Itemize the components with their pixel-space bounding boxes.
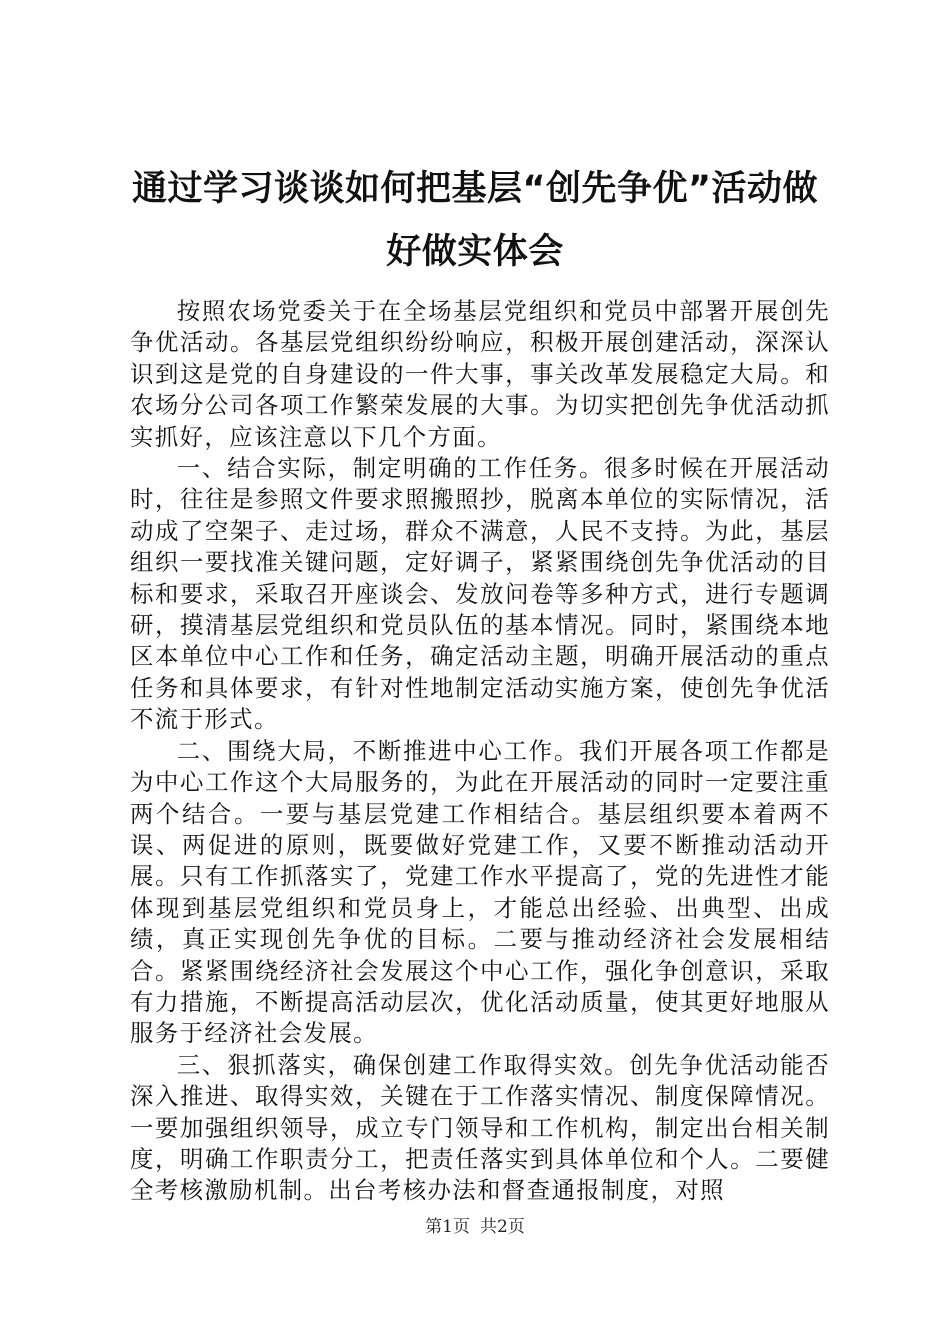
body-paragraph: 三、狠抓落实，确保创建工作取得实效。创先争优活动能否深入推进、取得实效，关键在于工作落实情况、制度保障情况。一要加强组织领导，成立专门领导和工作机构，制定出台相关制度，明确工作职责分工，把责任落实到具体单位和个人。二要健全考核激励机制。出台考核办法和督查通报制度，对照	[130, 1050, 830, 1205]
body-paragraph: 一、结合实际，制定明确的工作任务。很多时候在开展活动时，往往是参照文件要求照搬照抄，脱离本单位的实际情况，活动成了空架子、走过场，群众不满意，人民不支持。为此，基层组织一要找准关键问题，定好调子，紧紧围绕创先争优活动的目标和要求，采取召开座谈会、发放问卷等多种方式，进行专题调研，摸清基层党组织和党员队伍的基本情况。同时，紧围绕本地区本单位中心工作和任务，确定活动主题，明确开展活动的重点任务和具体要求，有针对性地制定活动实施方案，使创先争优活不流于形式。	[130, 454, 830, 734]
body-paragraph: 二、围绕大局，不断推进中心工作。我们开展各项工作都是为中心工作这个大局服务的，为此在开展活动的同时一定要注重两个结合。一要与基层党建工作相结合。基层组织要本着两不误、两促进的原则，既要做好党建工作，又要不断推动活动开展。只有工作抓落实了，党建工作水平提高了，党的先进性才能体现到基层党组织和党员身上，才能总出经验、出典型、出成绩，真正实现创先争优的目标。二要与推动经济社会发展相结合。紧紧围绕经济社会发展这个中心工作，强化争创意识，采取有力措施，不断提高活动层次，优化活动质量，使其更好地服从服务于经济社会发展。	[130, 736, 830, 1048]
document-body	[130, 296, 830, 1207]
page-total: 共2页	[480, 1217, 525, 1237]
page-number: 第1页	[425, 1217, 470, 1237]
body-paragraph: 按照农场党委关于在全场基层党组织和党员中部署开展创先争优活动。各基层党组织纷纷响应，积极开展创建活动，深深认识到这是党的自身建设的一件大事，事关改革发展稳定大局。和农场分公司各项工作繁荣发展的大事。为切实把创先争优活动抓实抓好，应该注意以下几个方面。	[130, 297, 830, 451]
page-footer	[0, 1215, 950, 1239]
document-title: 通过学习谈谈如何把基层“创先争优”活动做好做实体会	[131, 169, 818, 272]
